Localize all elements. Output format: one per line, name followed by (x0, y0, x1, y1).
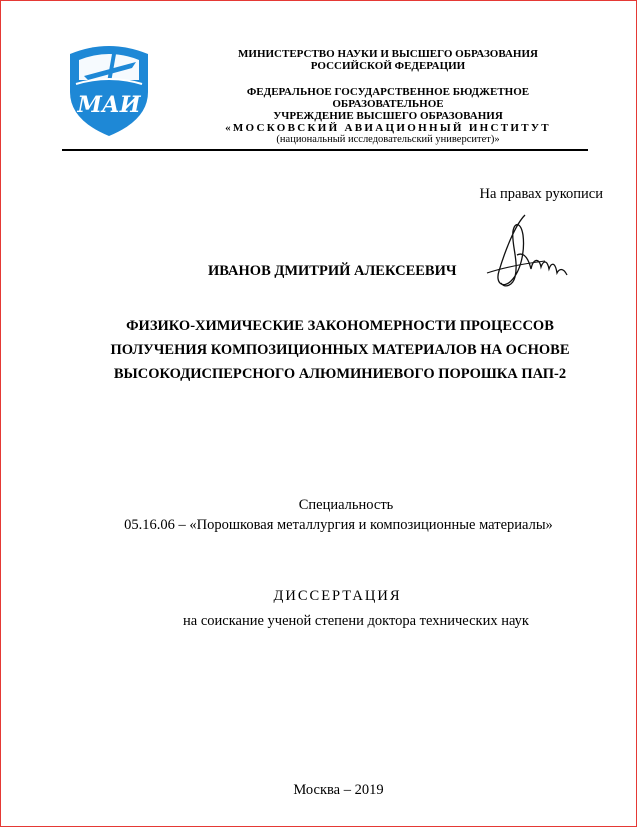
institution-line: УЧРЕЖДЕНИЕ ВЫСШЕГО ОБРАЗОВАНИЯ (273, 110, 503, 122)
title-line: ВЫСОКОДИСПЕРСНОГО АЛЮМИНИЕВОГО ПОРОШКА ПАП-2 (113, 366, 567, 382)
mai-logo-icon (66, 40, 152, 138)
specialty-value: 05.16.06 – «Порошковая металлургия и композиционные материалы» (124, 517, 553, 533)
ministry-heading (218, 48, 558, 72)
document-type: ДИССЕРТАЦИЯ (273, 588, 402, 604)
author-name: ИВАНОВ ДМИТРИЙ АЛЕКСЕЕВИЧ (208, 263, 457, 279)
degree-statement: на соискание ученой степени доктора технических наук (183, 613, 529, 629)
manuscript-note: На правах рукописи (479, 186, 603, 202)
title-line: ФИЗИКО-ХИМИЧЕСКИЕ ЗАКОНОМЕРНОСТИ ПРОЦЕССОВ (126, 318, 554, 334)
dissertation-title (70, 314, 610, 386)
title-line: ПОЛУЧЕНИЯ КОМПОЗИЦИОННЫХ МАТЕРИАЛОВ НА ОСНОВЕ (110, 342, 570, 358)
institution-status: (национальный исследовательский университет)» (276, 134, 500, 145)
specialty-label: Специальность (298, 497, 394, 513)
institution-heading (190, 86, 586, 146)
ministry-line: МИНИСТЕРСТВО НАУКИ И ВЫСШЕГО ОБРАЗОВАНИЯ (238, 48, 538, 60)
ministry-line: РОССИЙСКОЙ ФЕДЕРАЦИИ (310, 60, 466, 72)
place-year: Москва – 2019 (293, 782, 384, 798)
signature-icon (485, 211, 577, 295)
institution-line: ФЕДЕРАЛЬНОЕ ГОСУДАРСТВЕННОЕ БЮДЖЕТНОЕ ОБРАЗОВАТЕЛЬНОЕ (246, 86, 530, 110)
header-divider (62, 149, 588, 151)
logo-text: МАИ (77, 92, 141, 118)
institution-name: «МОСКОВСКИЙ АВИАЦИОННЫЙ ИНСТИТУТ (225, 122, 551, 134)
